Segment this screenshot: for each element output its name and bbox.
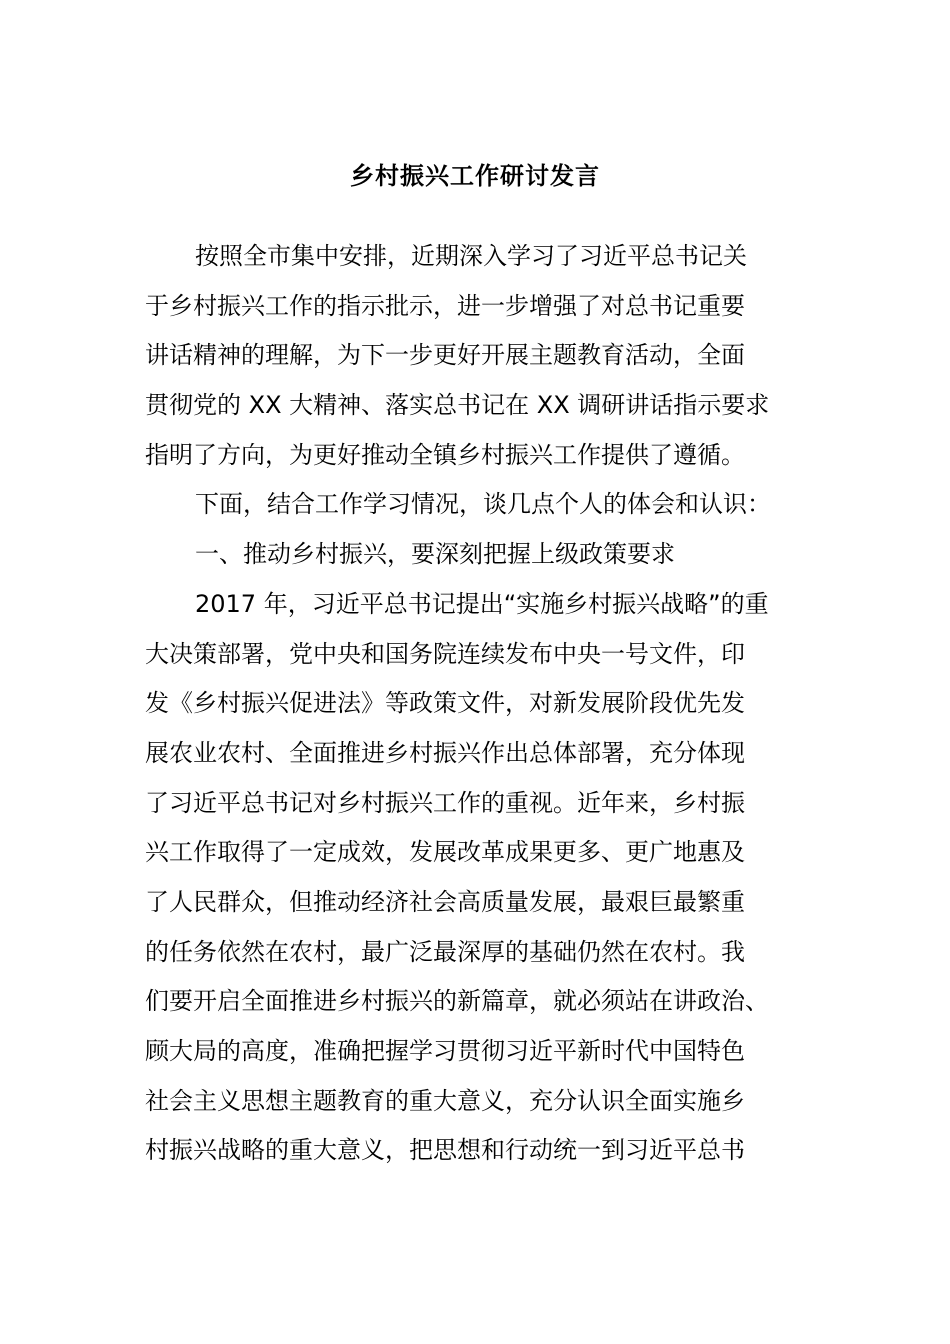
paragraph-3-line-3: 发《乡村振兴促进法》等政策文件，对新发展阶段优先发 bbox=[145, 689, 745, 718]
section-heading-1: 一、推动乡村振兴，要深刻把握上级政策要求 bbox=[195, 540, 675, 569]
document-title: 乡村振兴工作研讨发言 bbox=[350, 162, 600, 190]
paragraph-1-line-1: 按照全市集中安排，近期深入学习了习近平总书记关 bbox=[195, 242, 747, 270]
paragraph-3-line-7: 了人民群众，但推动经济社会高质量发展，最艰巨最繁重 bbox=[145, 887, 745, 916]
paragraph-3-line-11: 社会主义思想主题教育的重大意义，充分认识全面实施乡 bbox=[145, 1086, 745, 1115]
paragraph-3-line-8: 的任务依然在农村，最广泛最深厚的基础仍然在农村。我 bbox=[145, 937, 745, 966]
paragraph-3-line-10: 顾大局的高度，准确把握学习贯彻习近平新时代中国特色 bbox=[145, 1037, 745, 1065]
paragraph-1-line-3: 讲话精神的理解，为下一步更好开展主题教育活动，全面 bbox=[145, 341, 745, 370]
document-body bbox=[145, 232, 815, 1176]
paragraph-3-line-5: 了习近平总书记对乡村振兴工作的重视。近年来，乡村振 bbox=[145, 788, 745, 817]
paragraph-1-line-4: 贯彻党的 XX 大精神、落实总书记在 XX 调研讲话指示要求 bbox=[145, 391, 770, 420]
paragraph-1-line-5: 指明了方向，为更好推动全镇乡村振兴工作提供了遵循。 bbox=[145, 440, 745, 469]
paragraph-3-line-4: 展农业农村、全面推进乡村振兴作出总体部署，充分体现 bbox=[145, 738, 745, 767]
paragraph-3-line-2: 大决策部署，党中央和国务院连续发布中央一号文件，印 bbox=[145, 639, 745, 668]
paragraph-3-line-12: 村振兴战略的重大意义，把思想和行动统一到习近平总书 bbox=[145, 1136, 745, 1165]
paragraph-1-line-2: 于乡村振兴工作的指示批示，进一步增强了对总书记重要 bbox=[145, 291, 745, 320]
paragraph-3-line-6: 兴工作取得了一定成效，发展改革成果更多、更广地惠及 bbox=[145, 838, 745, 867]
paragraph-3-line-1: 2017 年，习近平总书记提出“实施乡村振兴战略”的重 bbox=[195, 589, 769, 618]
paragraph-3-line-9: 们要开启全面推进乡村振兴的新篇章，就必须站在讲政治、 bbox=[145, 987, 769, 1016]
paragraph-2-line-1: 下面，结合工作学习情况，谈几点个人的体会和认识： bbox=[195, 490, 771, 519]
